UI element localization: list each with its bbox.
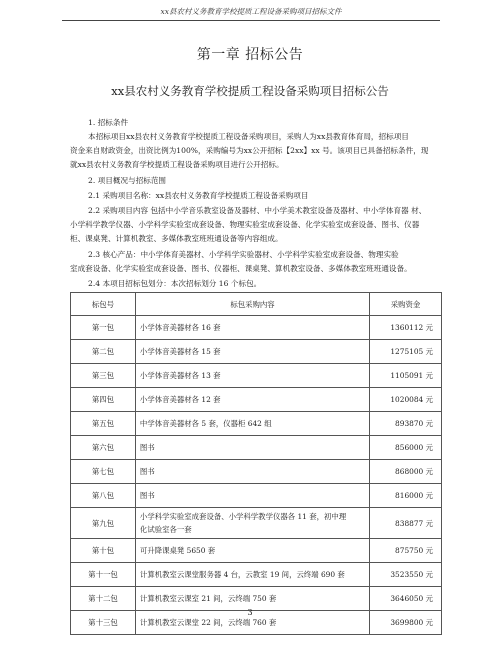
- package-amount: 838877 元: [370, 508, 442, 539]
- table-row: [71, 412, 442, 436]
- package-no: 第六包: [71, 436, 136, 460]
- header-amount: 采购资金: [370, 293, 442, 316]
- table-row: [71, 563, 442, 587]
- package-content: 可升降课桌凳 5650 套: [135, 539, 369, 563]
- section-2-2-line-3: 柜、课桌凳、计算机教室、多媒体教室班班通设备等内容组成。: [70, 234, 283, 243]
- package-amount: 3523550 元: [370, 563, 442, 587]
- package-no: 第七包: [71, 460, 136, 484]
- header-content: 标包采购内容: [135, 293, 369, 316]
- package-no: 第一包: [71, 316, 136, 340]
- package-amount: 3646050 元: [370, 587, 442, 611]
- package-content: 计算机教室云课堂 22 间，云终端 760 套: [135, 611, 369, 635]
- package-no: 第十一包: [71, 563, 136, 587]
- table-row: [71, 316, 442, 340]
- table-row: [71, 364, 442, 388]
- section-2-2-line-2: 小学科学教学仪器、小学科学实验室成套设备、物理实验室成套设备、化学实验室成套设备、图书、仪器: [70, 220, 420, 229]
- section-2-3-line-2: 室成套设备、化学实验室成套设备、图书、仪器柜、课桌凳、算机教室设备、多媒体教室班班通设备。: [70, 264, 412, 273]
- package-no: 第二包: [71, 340, 136, 364]
- package-content: 图书: [135, 460, 369, 484]
- section-1-line-3: 就xx县农村义务教育学校提质工程设备采购项目进行公开招标。: [70, 160, 284, 169]
- package-no: 第四包: [71, 388, 136, 412]
- package-amount: 893870 元: [370, 412, 442, 436]
- package-content: 计算机教室云课堂服务器 4 台，云教室 19 间，云终端 690 套: [135, 563, 369, 587]
- table-row: [71, 484, 442, 508]
- section-2-3-line-1: 2.3 核心产品：中小学体育美器材、小学科学实验器材、小学科学实验室成套设备、物理实验: [88, 250, 399, 259]
- package-content: 小学体音美器材各 12 套: [135, 388, 369, 412]
- package-no: 第三包: [71, 364, 136, 388]
- section-1-line-1: 本招标项目xx县农村义务教育学校提质工程设备采购项目，采购人为xx县教育体育局，招标项目: [88, 132, 409, 141]
- package-content: 小学体音美器材各 13 套: [135, 364, 369, 388]
- package-content-line: 化试验室各一套: [139, 525, 192, 534]
- package-amount: 1105091 元: [370, 364, 442, 388]
- package-content: 中学体音美器材各 5 套，仪器柜 642 组: [135, 412, 369, 436]
- package-no: 第十三包: [71, 611, 136, 635]
- package-content: 图书: [135, 436, 369, 460]
- table-row: [71, 388, 442, 412]
- section-2-heading: 2. 项目概况与招标范围: [88, 176, 167, 185]
- table-row: [71, 436, 442, 460]
- package-content: 计算机教室云课室 21 间，云终端 750 套: [135, 587, 369, 611]
- section-2-2-line-1: 2.2 采购项目内容 包括中小学音乐教室设备及器材、中小学美术教室设备及器材、中小学体育器 材、: [88, 206, 427, 215]
- running-header: xx县农村义务教育学校提质工程设备采购项目招标文件: [62, 6, 440, 21]
- section-1-line-2: 资金来自财政资金，出资比例为100%，采购编号为xx公开招标【2xx】xx 号。该项目已具备招标条件，现: [70, 146, 429, 155]
- package-content: [135, 508, 369, 539]
- table-row: [71, 340, 442, 364]
- document-title: xx县农村义务教育学校提质工程设备采购项目招标公告: [111, 84, 389, 98]
- table-row: [71, 508, 442, 539]
- section-2-4: 2.4 本项目招标包划分：本次招标划分 16 个标包。: [88, 279, 262, 288]
- table-row: [71, 460, 442, 484]
- package-content: 图书: [135, 484, 369, 508]
- table-row: [71, 587, 442, 611]
- package-no: 第九包: [71, 508, 136, 539]
- package-table: [70, 292, 442, 635]
- header-package-no: 标包号: [71, 293, 136, 316]
- chapter-title: 第一章 招标公告: [196, 47, 304, 63]
- package-amount: 875750 元: [370, 539, 442, 563]
- package-no: 第八包: [71, 484, 136, 508]
- package-amount: 1020084 元: [370, 388, 442, 412]
- package-content: 小学体音美器材各 15 套: [135, 340, 369, 364]
- package-no: 第十二包: [71, 587, 136, 611]
- section-1-heading: 1. 招标条件: [88, 118, 129, 127]
- package-no: 第十包: [71, 539, 136, 563]
- package-amount: 1360112 元: [370, 316, 442, 340]
- package-amount: 816000 元: [370, 484, 442, 508]
- package-amount: 856000 元: [370, 436, 442, 460]
- package-amount: 868000 元: [370, 460, 442, 484]
- package-amount: 3699800 元: [370, 611, 442, 635]
- page-number: 3: [247, 608, 253, 617]
- table-header-row: [71, 293, 442, 316]
- package-no: 第五包: [71, 412, 136, 436]
- section-2-1: 2.1 采购项目名称：xx县农村义务教育学校提质工程设备采购项目: [88, 191, 309, 200]
- package-content-line: 小学科学实验室成套设备、小学科学教学仪器各 11 套，初中理: [139, 512, 347, 521]
- package-content: 小学体音美器材各 16 套: [135, 316, 369, 340]
- package-amount: 1275105 元: [370, 340, 442, 364]
- table-row: [71, 539, 442, 563]
